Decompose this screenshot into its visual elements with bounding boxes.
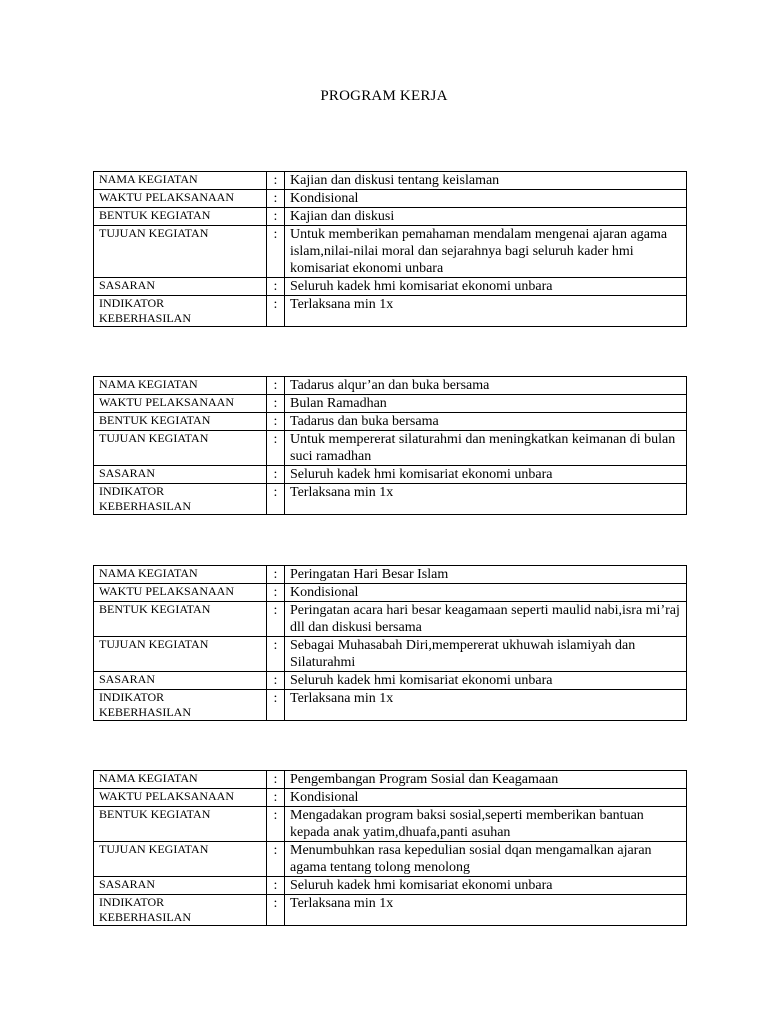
value-indikator-keberhasilan: Terlaksana min 1x	[285, 296, 687, 327]
value-waktu-pelaksanaan: Bulan Ramadhan	[285, 395, 687, 413]
colon: :	[267, 484, 285, 515]
value-nama-kegiatan: Kajian dan diskusi tentang keislaman	[285, 172, 687, 190]
row-indikator	[94, 690, 687, 721]
row-bentuk	[94, 208, 687, 226]
label-nama-kegiatan: NAMA KEGIATAN	[94, 566, 267, 584]
value-tujuan-kegiatan: Menumbuhkan rasa kepedulian sosial dqan mengamalkan ajaran agama tentang tolong menolong	[285, 842, 687, 877]
label-sasaran: SASARAN	[94, 278, 267, 296]
label-indikator-keberhasilan	[94, 895, 267, 926]
colon: :	[267, 771, 285, 789]
page-title: PROGRAM KERJA	[320, 88, 448, 104]
program-table-2	[93, 376, 687, 515]
value-indikator-keberhasilan: Terlaksana min 1x	[285, 484, 687, 515]
colon: :	[267, 895, 285, 926]
row-nama	[94, 172, 687, 190]
label-bentuk-kegiatan: BENTUK KEGIATAN	[94, 208, 267, 226]
label-sasaran: SASARAN	[94, 672, 267, 690]
colon: :	[267, 584, 285, 602]
label-waktu-pelaksanaan: WAKTU PELAKSANAAN	[94, 190, 267, 208]
label-indikator-keberhasilan	[94, 690, 267, 721]
value-bentuk-kegiatan: Tadarus dan buka bersama	[285, 413, 687, 431]
label-sasaran: SASARAN	[94, 877, 267, 895]
label-sasaran: SASARAN	[94, 466, 267, 484]
row-sasaran	[94, 466, 687, 484]
value-sasaran: Seluruh kadek hmi komisariat ekonomi unbara	[285, 466, 687, 484]
value-waktu-pelaksanaan: Kondisional	[285, 584, 687, 602]
value-bentuk-kegiatan: Peringatan acara hari besar keagamaan seperti maulid nabi,isra mi’raj dll dan diskusi bersama	[285, 602, 687, 637]
colon: :	[267, 172, 285, 190]
row-bentuk	[94, 602, 687, 637]
row-sasaran	[94, 672, 687, 690]
value-tujuan-kegiatan: Untuk mempererat silaturahmi dan meningkatkan keimanan di bulan suci ramadhan	[285, 431, 687, 466]
label-tujuan-kegiatan: TUJUAN KEGIATAN	[94, 842, 267, 877]
row-sasaran	[94, 877, 687, 895]
row-tujuan	[94, 637, 687, 672]
label-tujuan-kegiatan: TUJUAN KEGIATAN	[94, 431, 267, 466]
colon: :	[267, 208, 285, 226]
value-bentuk-kegiatan: Mengadakan program baksi sosial,seperti memberikan bantuan kepada anak yatim,dhuafa,panti asuhan	[285, 807, 687, 842]
label-indikator-line1: INDIKATOR	[99, 296, 165, 310]
row-bentuk	[94, 807, 687, 842]
colon: :	[267, 789, 285, 807]
label-indikator-line2: KEBERHASILAN	[99, 499, 191, 513]
row-waktu	[94, 190, 687, 208]
label-tujuan-kegiatan: TUJUAN KEGIATAN	[94, 226, 267, 278]
program-table-3	[93, 565, 687, 721]
label-nama-kegiatan: NAMA KEGIATAN	[94, 172, 267, 190]
row-tujuan	[94, 226, 687, 278]
label-tujuan-kegiatan: TUJUAN KEGIATAN	[94, 637, 267, 672]
row-tujuan	[94, 431, 687, 466]
value-waktu-pelaksanaan: Kondisional	[285, 190, 687, 208]
colon: :	[267, 566, 285, 584]
label-nama-kegiatan: NAMA KEGIATAN	[94, 377, 267, 395]
colon: :	[267, 466, 285, 484]
label-waktu-pelaksanaan: WAKTU PELAKSANAAN	[94, 584, 267, 602]
value-bentuk-kegiatan: Kajian dan diskusi	[285, 208, 687, 226]
value-nama-kegiatan: Pengembangan Program Sosial dan Keagamaan	[285, 771, 687, 789]
label-waktu-pelaksanaan: WAKTU PELAKSANAAN	[94, 395, 267, 413]
program-table-4	[93, 770, 687, 926]
label-bentuk-kegiatan: BENTUK KEGIATAN	[94, 602, 267, 637]
label-bentuk-kegiatan: BENTUK KEGIATAN	[94, 413, 267, 431]
row-nama	[94, 771, 687, 789]
row-sasaran	[94, 278, 687, 296]
colon: :	[267, 877, 285, 895]
value-nama-kegiatan: Tadarus alqur’an dan buka bersama	[285, 377, 687, 395]
colon: :	[267, 377, 285, 395]
label-waktu-pelaksanaan: WAKTU PELAKSANAAN	[94, 789, 267, 807]
colon: :	[267, 690, 285, 721]
colon: :	[267, 278, 285, 296]
colon: :	[267, 226, 285, 278]
row-indikator	[94, 484, 687, 515]
row-waktu	[94, 395, 687, 413]
label-indikator-line2: KEBERHASILAN	[99, 705, 191, 719]
value-indikator-keberhasilan: Terlaksana min 1x	[285, 690, 687, 721]
value-sasaran: Seluruh kadek hmi komisariat ekonomi unbara	[285, 672, 687, 690]
row-nama	[94, 566, 687, 584]
value-nama-kegiatan: Peringatan Hari Besar Islam	[285, 566, 687, 584]
colon: :	[267, 413, 285, 431]
label-indikator-line1: INDIKATOR	[99, 895, 165, 909]
value-tujuan-kegiatan: Untuk memberikan pemahaman mendalam mengenai ajaran agama islam,nilai-nilai moral dan sejarahnya bagi seluruh kader hmi komisariat ekonomi unbara	[285, 226, 687, 278]
label-indikator-line2: KEBERHASILAN	[99, 910, 191, 924]
program-table-1	[93, 171, 687, 327]
label-bentuk-kegiatan: BENTUK KEGIATAN	[94, 807, 267, 842]
value-sasaran: Seluruh kadek hmi komisariat ekonomi unbara	[285, 877, 687, 895]
value-indikator-keberhasilan: Terlaksana min 1x	[285, 895, 687, 926]
label-indikator-line1: INDIKATOR	[99, 690, 165, 704]
value-tujuan-kegiatan: Sebagai Muhasabah Diri,mempererat ukhuwah islamiyah dan Silaturahmi	[285, 637, 687, 672]
label-indikator-line1: INDIKATOR	[99, 484, 165, 498]
colon: :	[267, 807, 285, 842]
row-indikator	[94, 895, 687, 926]
row-tujuan	[94, 842, 687, 877]
row-bentuk	[94, 413, 687, 431]
label-indikator-keberhasilan	[94, 296, 267, 327]
label-indikator-keberhasilan	[94, 484, 267, 515]
row-indikator	[94, 296, 687, 327]
colon: :	[267, 672, 285, 690]
colon: :	[267, 190, 285, 208]
colon: :	[267, 602, 285, 637]
row-nama	[94, 377, 687, 395]
colon: :	[267, 431, 285, 466]
label-indikator-line2: KEBERHASILAN	[99, 311, 191, 325]
colon: :	[267, 637, 285, 672]
row-waktu	[94, 584, 687, 602]
colon: :	[267, 395, 285, 413]
value-waktu-pelaksanaan: Kondisional	[285, 789, 687, 807]
colon: :	[267, 842, 285, 877]
label-nama-kegiatan: NAMA KEGIATAN	[94, 771, 267, 789]
value-sasaran: Seluruh kadek hmi komisariat ekonomi unbara	[285, 278, 687, 296]
row-waktu	[94, 789, 687, 807]
colon: :	[267, 296, 285, 327]
